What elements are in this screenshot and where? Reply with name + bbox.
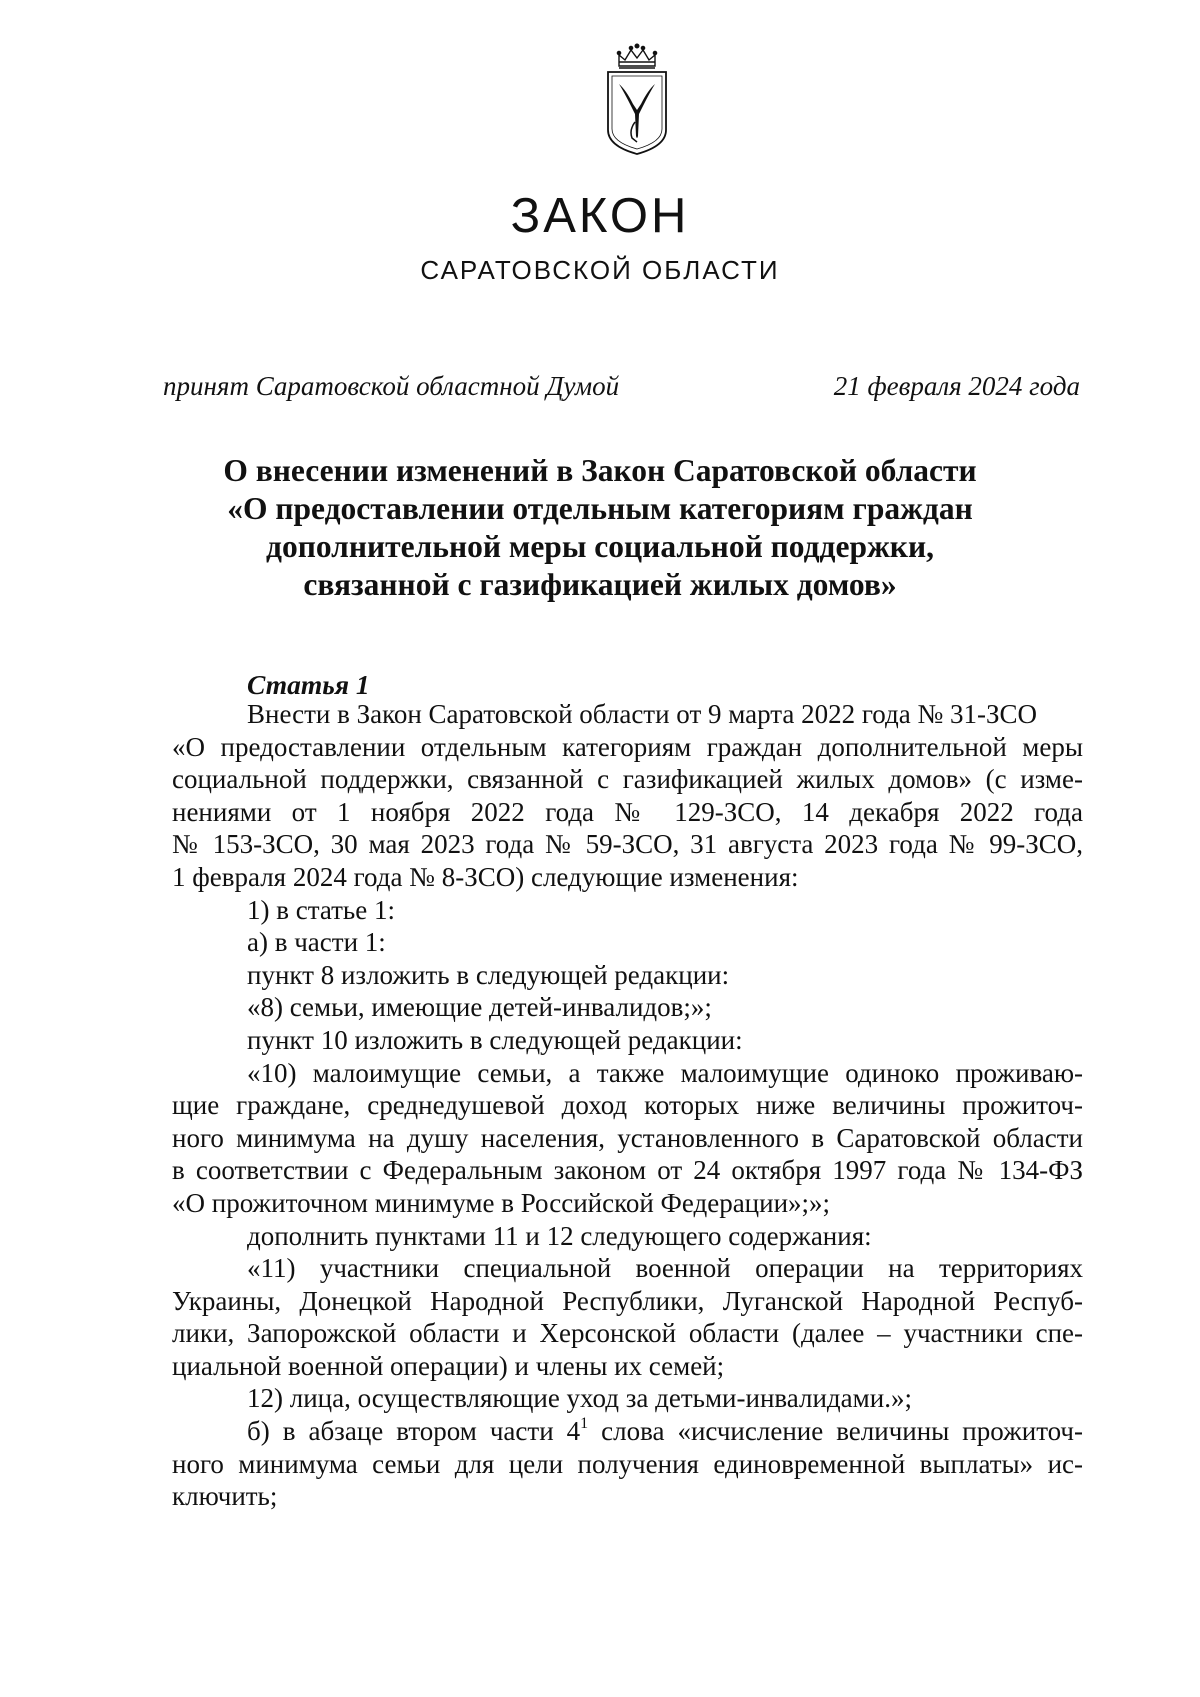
law-title-line: «О предоставлении отдельным категориям граждан — [227, 491, 973, 526]
body-line: дополнить пунктами 11 и 12 следующего содержания: — [247, 1220, 872, 1251]
body-line-with-superscript — [172, 1415, 1083, 1448]
body-line: пункт 10 изложить в следующей редакции: — [247, 1024, 743, 1055]
body-text-fragment: слова «исчисление величины прожиточ- — [588, 1416, 1084, 1447]
adoption-date: 21 февраля 2024 года — [833, 371, 1080, 401]
body-line: 1) в статье 1: — [247, 894, 395, 925]
body-line: пункт 8 изложить в следующей редакции: — [247, 959, 730, 990]
law-title — [100, 452, 1100, 604]
coat-of-arms-icon — [602, 38, 672, 158]
adopted-by: принят Саратовской областной Думой — [163, 371, 620, 401]
body-line: лики, Запорожской области и Херсонской области (далее – участники спе- — [172, 1318, 1083, 1349]
issuer-subtitle: САРАТОВСКОЙ ОБЛАСТИ — [420, 255, 780, 285]
law-title-line: дополнительной меры социальной поддержки, — [266, 529, 934, 564]
superscript-index: 1 — [580, 1415, 589, 1433]
body-line: № 153-ЗСО, 30 мая 2023 года № 59-ЗСО, 31 августа 2023 года № 99-ЗСО, — [172, 829, 1083, 860]
article-body — [172, 698, 1083, 1513]
article-heading: Статья 1 — [247, 669, 370, 700]
body-line: ного минимума семьи для цели получения единовременной выплаты» ис- — [172, 1448, 1083, 1479]
body-line: щие граждане, среднедушевой доход которых ниже величины прожиточ- — [172, 1090, 1083, 1121]
body-line: 1 февраля 2024 года № 8-ЗСО) следующие изменения: — [172, 861, 799, 892]
body-text-fragment: б) в абзаце втором части 4 — [247, 1416, 581, 1447]
body-line: циальной военной операции) и члены их семей; — [172, 1350, 725, 1381]
law-title-line: связанной с газификацией жилых домов» — [303, 567, 897, 602]
body-line: 12) лица, осуществляющие уход за детьми-инвалидами.»; — [247, 1383, 912, 1414]
body-line: социальной поддержки, связанной с газификацией жилых домов» (с изме- — [172, 764, 1083, 795]
law-title-line: О внесении изменений в Закон Саратовской области — [223, 453, 977, 488]
body-line: ного минимума на душу населения, установленного в Саратовской области — [172, 1122, 1083, 1153]
body-line: Внести в Закон Саратовской области от 9 марта 2022 года № 31-ЗСО — [247, 699, 1038, 729]
body-line: «11) участники специальной военной операции на территориях — [247, 1253, 1083, 1284]
body-line: «8) семьи, имеющие детей-инвалидов;»; — [247, 992, 712, 1023]
body-line: «О предоставлении отдельным категориям граждан дополнительной меры — [172, 731, 1083, 762]
body-line: «О прожиточном минимуме в Российской Федерации»;»; — [172, 1187, 831, 1218]
body-line: ключить; — [172, 1481, 278, 1512]
body-line: а) в части 1: — [247, 927, 386, 958]
body-line: Украины, Донецкой Народной Республики, Луганской Народной Респуб- — [172, 1285, 1083, 1316]
body-line: «10) малоимущие семьи, а также малоимущие одиноко проживаю- — [247, 1057, 1083, 1088]
body-line: нениями от 1 ноября 2022 года № 129-ЗСО, 14 декабря 2022 года — [172, 796, 1083, 827]
document-type-title: ЗАКОН — [510, 189, 690, 243]
body-line: в соответствии с Федеральным законом от 24 октября 1997 года № 134-ФЗ — [172, 1155, 1083, 1186]
